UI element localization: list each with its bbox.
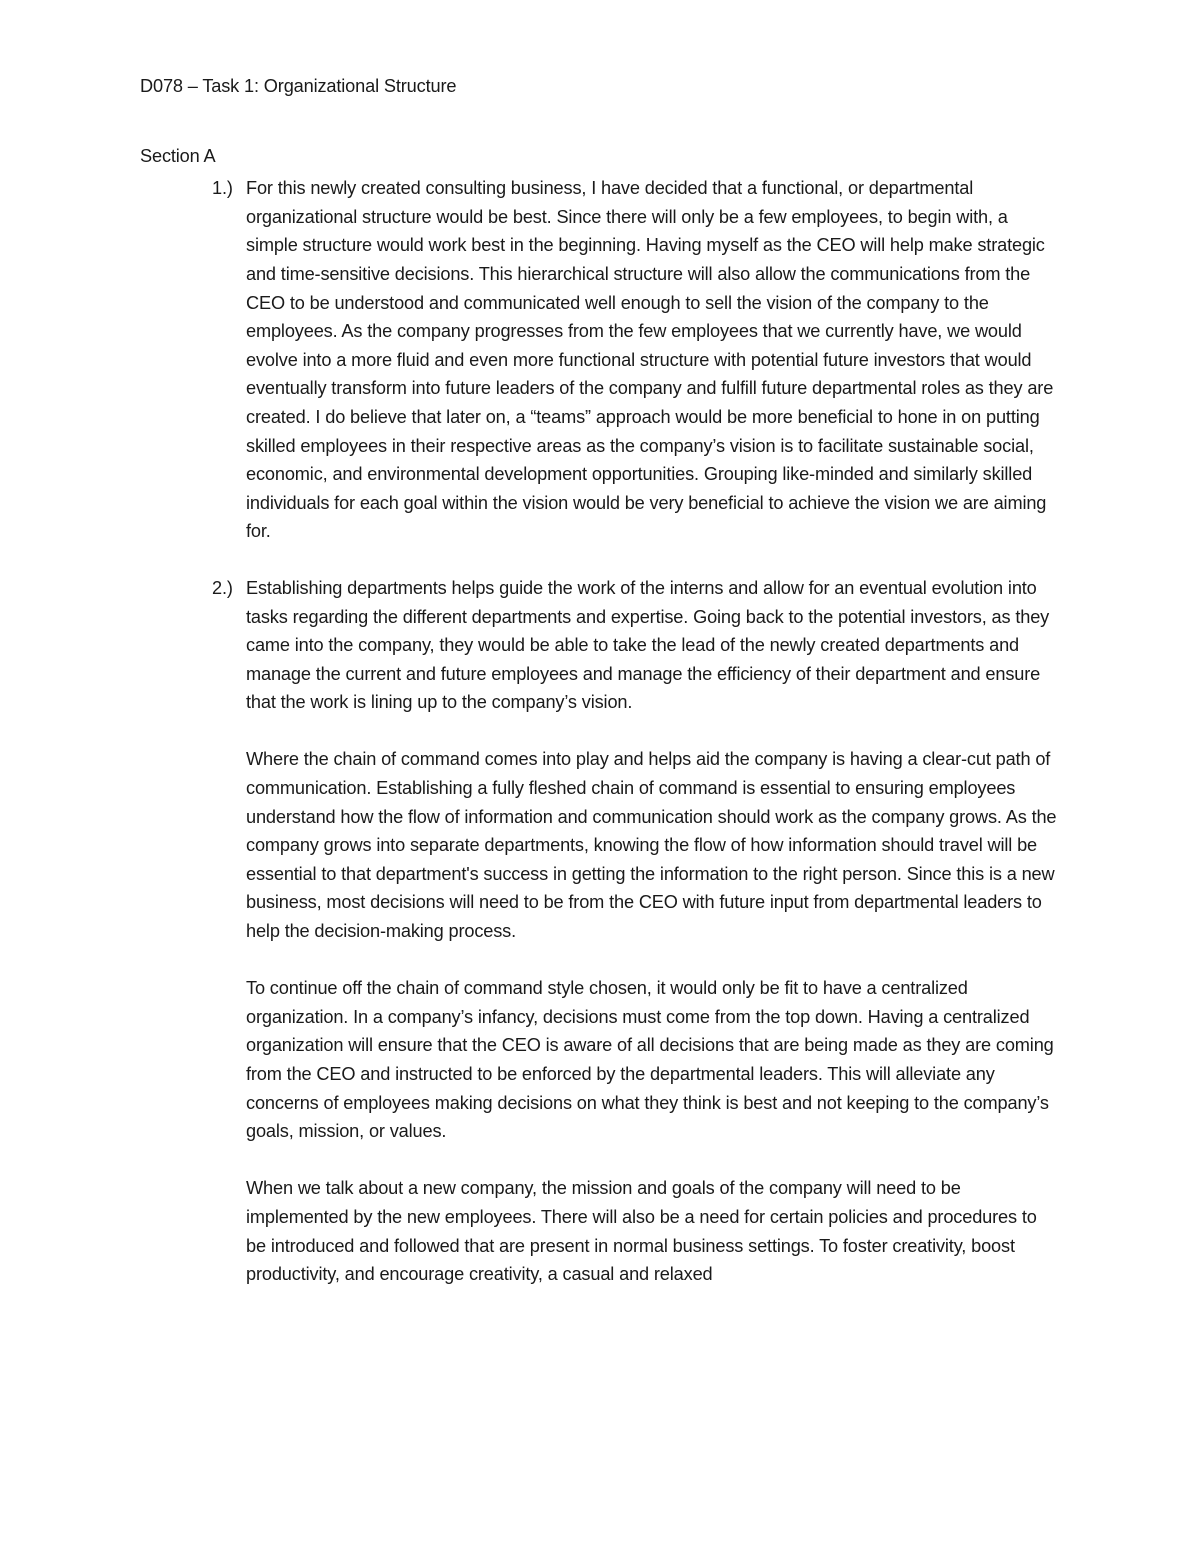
document-title: D078 – Task 1: Organizational Structure bbox=[140, 76, 457, 96]
document-body bbox=[140, 72, 1060, 1289]
paragraph: Establishing departments helps guide the work of the interns and allow for an eventual evolution into tasks regarding the different departments and expertise. Going back to the potential investors, as they came into the company, they would be able to take the lead of the newly created departments and manage the current and future employees and manage the efficiency of their department and ensure that the work is lining up to the company’s vision. bbox=[246, 577, 1050, 713]
list-marker: 2.) bbox=[212, 577, 233, 598]
paragraph: When we talk about a new company, the mission and goals of the company will need to be implemented by the new employees. There will also be a need for certain policies and procedures to be introduced and followed that are present in normal business settings. To foster creativity, boost productivity, and encourage creativity, a casual and relaxed bbox=[246, 1178, 1037, 1285]
paragraph: Where the chain of command comes into play and helps aid the company is having a clear-cut path of communication. Establishing a fully fleshed chain of command is essential to ensuring employees understand how the flow of information and communication should work as the company grows. As the company grows into separate departments, knowing the flow of how information should travel will be essential to that department's success in getting the information to the right person. Since this is a new business, most decisions will need to be from the CEO with future input from departmental leaders to help the decision-making process. bbox=[246, 749, 1057, 942]
list-item-2 bbox=[140, 574, 1060, 1289]
list-marker: 1.) bbox=[212, 178, 233, 199]
paragraph: For this newly created consulting business, I have decided that a functional, or departmental organizational structure would be best. Since there will only be a few employees, to begin with, a simple structure would work best in the beginning. Having myself as the CEO will help make strategic and time-sensitive decisions. This hierarchical structure will also allow the communications from the CEO to be understood and communicated well enough to sell the vision of the company to the employees. As the company progresses from the few employees that we currently have, we would evolve into a more fluid and even more functional structure with potential future investors that would eventually transform into future leaders of the company and fulfill future departmental roles as they are created. I do believe that later on, a “teams” approach would be more beneficial to hone in on putting skilled employees in their respective areas as the company’s vision is to facilitate sustainable social, economic, and environmental development opportunities. Grouping like-minded and similarly skilled individuals for each goal within the vision would be very beneficial to achieve the vision we are aiming for. bbox=[246, 178, 1054, 542]
paragraph: To continue off the chain of command style chosen, it would only be fit to have a centralized organization. In a company’s infancy, decisions must come from the top down. Having a centralized organization will ensure that the CEO is aware of all decisions that are being made as they are coming from the CEO and instructed to be enforced by the departmental leaders. This will alleviate any concerns of employees making decisions on what they think is best and not keeping to the company’s goals, mission, or values. bbox=[246, 978, 1054, 1142]
list-item-1 bbox=[140, 174, 1060, 546]
section-heading: Section A bbox=[140, 145, 216, 166]
